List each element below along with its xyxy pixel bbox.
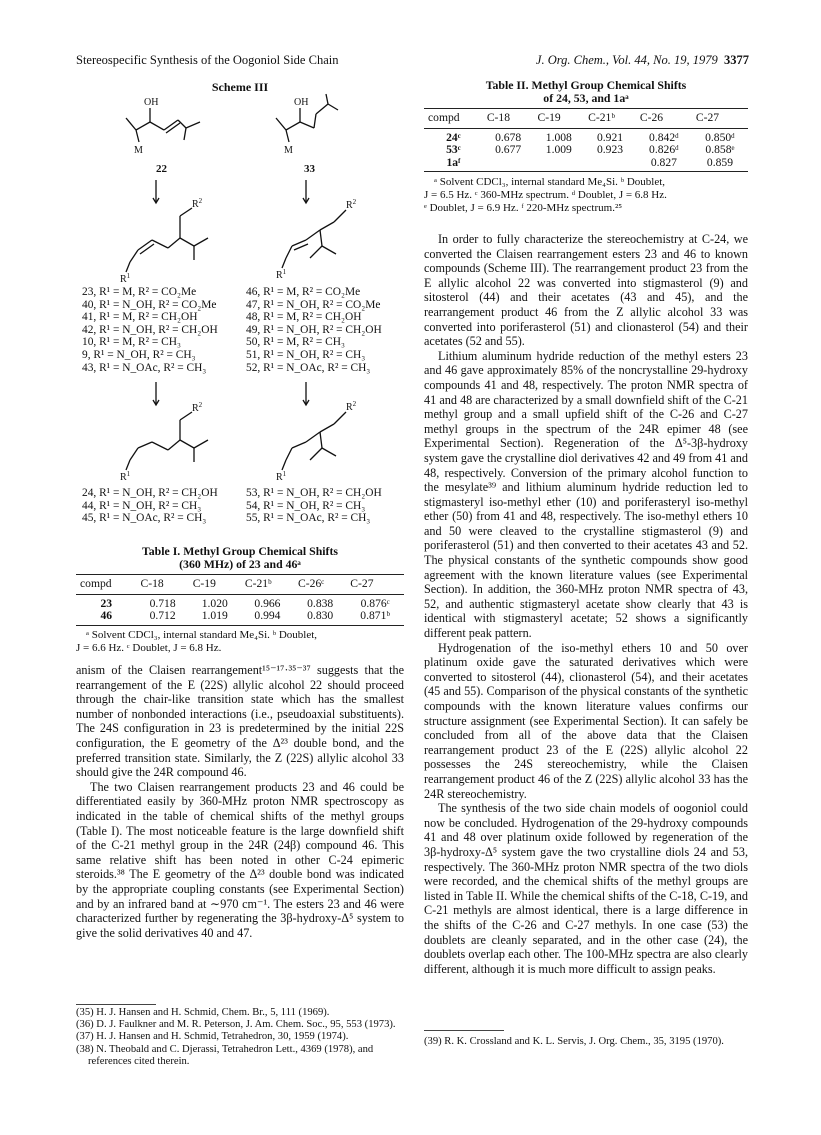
table-cell: 0.827 <box>636 157 692 172</box>
r1-label-23: $R^1$ <box>120 272 131 285</box>
table-cell: 0.677 <box>495 143 522 157</box>
table-cell: 0.966 <box>254 596 281 610</box>
structure-23-series <box>126 208 208 272</box>
table-cell: 0.859 <box>692 157 748 172</box>
table-cell: 1aᶠ <box>424 157 483 172</box>
legend-line: 42, R¹ = N_OH, R² = CH₂OH <box>82 323 218 336</box>
structure-24-series <box>126 412 208 470</box>
paragraph: The synthesis of the two side chain models of oogoniol could now be concluded. Hydrogenation of the 29-hydroxy compounds 41 and 48 over platinum oxide followed by regeneration of the 3β-hydroxy-Δ⁵ system gave the two crystalline diols 24 and 53, respectively. The 360-MHz proton NMR spectra of the two diols were recorded, and the chemical shifts of the methyl groups are listed in Table II. While the chemical shifts of the C-18, C-19, and C-21 methyls are almost identical, there is a large difference in the shifts of the C-26 and C-27 methyls. In one case (53) the doublets are cleanly separated, and in the other case (24), the doublets overlap each other. The 100-MHz spectra are also clearly different, although it is much more difficult to assign peaks. <box>424 801 748 976</box>
paragraph: Hydrogenation of the iso-methyl ethers 10 and 50 over platinum oxide gave the saturated derivatives which were converted to sitosterol (44), clionasterol (54), and their acetates (45 and 55). Comparison of the physical constants of the synthetic compounds with the known literature values confirms our structure assignment (see Experimental Section). It can safely be concluded from all of the above data that the Claisen rearrangement product 23 of the E (22S) allylic alcohol 22 possesses the 24S stereochemistry, while the Claisen rearrangement product 46 of the Z (22S) allylic alcohol 33 has the 24R stereochemistry. <box>424 640 748 801</box>
table-cell: 46 <box>76 610 137 625</box>
paragraph: The two Claisen rearrangement products 23 and 46 could be differentiated easily by 360-MHz proton NMR spectroscopy as indicated in the table of chemical shifts of the methyl groups (Table I). The most noticeable feature is the large downfield shift of the C-21 methyl group in the 24R (24β) compound 46. This same relative shift has been noted in other C-24 epimeric steroids.³⁸ The E geometry of the Δ²³ double bond was indicated by the appropriate coupling constants (see Experimental Section) and by an infrared band at ∼970 cm⁻¹. The esters 23 and 46 were characterized further by regenerating the 3β-hydroxy-Δ⁵ system to give the solid derivatives 40 and 47. <box>76 779 404 940</box>
table-cell: 0.838 <box>307 596 334 610</box>
table-cell: 0.923 <box>596 143 624 157</box>
running-header-journal <box>536 53 749 68</box>
r1-label-24: $R^1$ <box>120 470 131 483</box>
column-header: C-26ᶜ <box>294 575 346 595</box>
column-header: C-27 <box>346 575 404 595</box>
table-cell: 0.921 <box>596 130 624 144</box>
legend-24-series <box>82 487 218 525</box>
reference: (35) H. J. Hansen and H. Schmid, Chem. Br., 5, 111 (1969). <box>76 1007 330 1018</box>
r2-label-24: $R^2$ <box>192 401 203 414</box>
journal-citation: J. Org. Chem., Vol. 44, No. 19, 1979 <box>535 53 718 67</box>
column-header: C-21ᵇ <box>584 109 636 129</box>
column-header: C-18 <box>483 109 534 129</box>
legend-line: 54, R¹ = N_OH, R² = CH₃ <box>246 499 366 512</box>
legend-23-series <box>82 286 218 374</box>
legend-line: 10, R¹ = M, R² = CH₃ <box>82 336 181 349</box>
column-header: compd <box>424 109 483 129</box>
table-cell: 53ᶜ <box>446 143 461 157</box>
table-cell: 24ᶜ <box>446 130 461 144</box>
legend-line: 55, R¹ = N_OAc, R² = CH₃ <box>246 512 371 525</box>
table-header-row <box>76 575 404 595</box>
column-header: C-26 <box>636 109 692 129</box>
r2-label-53: $R^2$ <box>346 400 357 413</box>
paragraph: In order to fully characterize the stereochemistry at C-24, we converted the Claisen rearrangement esters 23 and 46 to known compounds (Scheme III). The rearrangement product 23 from the E allylic alcohol 22 was converted into stigmasterol (9) and sitosterol (44) and their acetates (43 and 45), and the rearrangement product 46 from the Z allylic alcohol 33 was converted into poriferasterol (51) and clionasterol (54) and their acetates (52 and 55). <box>424 232 748 349</box>
legend-line: 53, R¹ = N_OH, R² = CH₂OH <box>246 487 382 499</box>
table-2 <box>424 108 748 172</box>
legend-line: 44, R¹ = N_OH, R² = CH₃ <box>82 499 202 512</box>
column-header: C-18 <box>137 575 189 595</box>
column-header: compd <box>76 575 137 595</box>
table-1-footnote: ᵃ Solvent CDCl₃, internal standard Me₄Si. ᵇ Doublet, J = 6.6 Hz. ᶜ Doublet, J = 6.8 Hz. <box>76 628 318 654</box>
legend-line: 45, R¹ = N_OAc, R² = CH₃ <box>82 512 207 525</box>
legend-line: 47, R¹ = N_OH, R² = CO₂Me <box>246 298 381 311</box>
table-cell: 0.830 <box>294 610 346 625</box>
paragraph: anism of the Claisen rearrangement¹⁵⁻¹⁷·³⁵⁻³⁷ suggests that the rearrangement of the E (22S) allylic alcohol 22 should proceed through the chair-like transition state which has the smallest number of nonbonded interactions (i.e., pseudoaxial substituents). The 24S configuration in 23 is predetermined by the initial 22S configuration, the E geometry of the Δ²³ double bond, and the preferred transition state. Similarly, the Z (22S) allylic alcohol 33 should give the 24R compound 46. <box>76 663 404 780</box>
column-header: C-19 <box>533 109 584 129</box>
footnote-rule <box>424 1030 504 1031</box>
table-cell: 1.009 <box>545 143 572 157</box>
table-cell <box>533 157 584 172</box>
compound-label-22: 22 <box>156 163 167 175</box>
column-header: C-19 <box>189 575 241 595</box>
table-row <box>76 610 404 625</box>
table-row <box>424 144 748 157</box>
reference: (39) R. K. Crossland and K. L. Servis, J. Org. Chem., 35, 3195 (1970). <box>424 1036 724 1047</box>
legend-line: 51, R¹ = N_OH, R² = CH₃ <box>246 348 366 361</box>
table-1-title: Table I. Methyl Group Chemical Shifts (360 MHz) of 23 and 46ᵃ <box>142 544 338 571</box>
legend-line: 43, R¹ = N_OAc, R² = CH₃ <box>82 361 207 374</box>
table-cell: 0.718 <box>149 596 176 610</box>
legend-line: 49, R¹ = N_OH, R² = CH₂OH <box>246 323 382 336</box>
table-cell: 0.994 <box>241 610 294 625</box>
left-column-text <box>76 663 404 940</box>
scheme-title: Scheme III <box>211 80 269 94</box>
table-1-block <box>76 545 404 655</box>
legend-line: 50, R¹ = M, R² = CH₃ <box>246 336 345 349</box>
table-cell: 0.876ᶜ <box>360 596 390 610</box>
r1-label-53: $R^1$ <box>276 470 287 483</box>
right-column-text <box>424 232 748 976</box>
reference: (38) N. Theobald and C. Djerassi, Tetrahedron Lett., 4369 (1978), and references cited therein. <box>76 1043 374 1067</box>
table-row <box>76 594 404 610</box>
structure-22 <box>126 108 200 142</box>
legend-line: 41, R¹ = M, R² = CH₂OH <box>82 311 198 324</box>
legend-53-series <box>246 487 382 525</box>
table-cell: 0.858ᵉ <box>705 143 735 157</box>
footnote-rule <box>76 1004 156 1005</box>
legend-line: 48, R¹ = M, R² = CH₂OH <box>246 311 362 324</box>
column-header: C-27 <box>692 109 748 129</box>
table-2-title: Table II. Methyl Group Chemical Shifts of 24, 53, and 1aᵃ <box>485 78 687 105</box>
oh-label-33: OH <box>294 97 309 108</box>
page-number: 3377 <box>724 53 749 67</box>
table-row <box>424 128 748 144</box>
r2-label-46: $R^2$ <box>346 198 357 211</box>
r1-label-46: $R^1$ <box>276 268 287 281</box>
table-cell: 0.712 <box>137 610 189 625</box>
right-references <box>424 1036 748 1048</box>
table-cell <box>483 157 534 172</box>
table-1 <box>76 574 404 626</box>
r2-label-23: $R^2$ <box>192 197 203 210</box>
table-cell: 0.871ᵇ <box>346 610 404 625</box>
legend-46-series <box>246 286 382 374</box>
compound-label-33: 33 <box>304 163 315 175</box>
legend-line: 23, R¹ = M, R² = CO₂Me <box>82 286 197 298</box>
column-header: C-21ᵇ <box>241 575 294 595</box>
table-row <box>424 157 748 172</box>
legend-line: 52, R¹ = N_OAc, R² = CH₃ <box>246 361 371 374</box>
reference: (37) H. J. Hansen and H. Schmid, Tetrahedron, 30, 1959 (1974). <box>76 1031 349 1043</box>
table-cell <box>584 157 636 172</box>
table-cell: 23 <box>100 596 113 610</box>
structure-46-series <box>282 210 346 268</box>
legend-line: 9, R¹ = N_OH, R² = CH₃ <box>82 348 196 361</box>
legend-line: 46, R¹ = M, R² = CO₂Me <box>246 286 361 298</box>
reference: (36) D. J. Faulkner and M. R. Peterson, J. Am. Chem. Soc., 95, 553 (1973). <box>76 1019 396 1031</box>
table-2-block <box>424 79 748 215</box>
table-header-row <box>424 109 748 129</box>
table-cell: 0.842ᵈ <box>649 130 679 144</box>
table-cell: 1.008 <box>545 130 572 144</box>
table-cell: 0.850ᵈ <box>705 130 735 144</box>
paragraph: Lithium aluminum hydride reduction of the methyl esters 23 and 46 gave approximately 85% of the noncrystalline 29-hydroxy compounds 41 and 48, respectively. The proton NMR spectra of 41 and 48 are characterized by a small downfield shift of the C-21 methyl group and a small upfield shift of the C-26 and C-27 methyl groups in the spectrum of the 24R epimer 48 (see Experimental Section). Regeneration of the Δ⁵-3β-hydroxy system gave the crystalline diol derivatives 42 and 49 from 41 and 48, respectively. Conversion of the primary alcohol function to the mesylate³⁹ and lithium aluminum hydride reduction led to stigmasteryl iso-methyl ether (10) and poriferasteryl iso-methyl ether (50) from 41 and 48, respectively. The iso-methyl ethers 10 and 50 were cleaved to the crystalline stigmasterol (9) and poriferasterol (51) and then converted to their acetates 43 and 52. The physical constants of the synthetic compounds show good agreement with the known literature values (see Experimental Section). In addition, the 360-MHz proton NMR spectra of 43, 52, and authentic stigmasteryl acetate show clearly that 43 is identical with stigmasteryl acetate; 52 shows a significantly different peak pattern. <box>424 348 748 641</box>
legend-line: 24, R¹ = N_OH, R² = CH₂OH <box>82 487 218 499</box>
running-header-title: Stereospecific Synthesis of the Oogoniol Side Chain <box>76 53 339 67</box>
m-label-22: M <box>134 145 143 156</box>
table-cell: 0.678 <box>495 130 522 144</box>
structure-53-series <box>282 412 346 470</box>
m-label-33: M <box>284 145 293 156</box>
legend-line: 40, R¹ = N_OH, R² = CO₂Me <box>82 298 217 311</box>
table-2-footnote: ᵃ Solvent CDCl₃, internal standard Me₄Si. ᵇ Doublet, J = 6.5 Hz. ᶜ 360-MHz spectrum. ᵈ Doublet, J = 6.8 Hz. ᵉ Doublet, J = 6.9 Hz. ᶠ 220-MHz spectrum.²⁵ <box>424 176 667 215</box>
left-references <box>76 1007 406 1068</box>
table-cell: 1.020 <box>201 596 228 610</box>
table-cell: 1.019 <box>189 610 241 625</box>
oh-label-22: OH <box>144 97 159 108</box>
table-cell: 0.826ᵈ <box>649 143 679 157</box>
